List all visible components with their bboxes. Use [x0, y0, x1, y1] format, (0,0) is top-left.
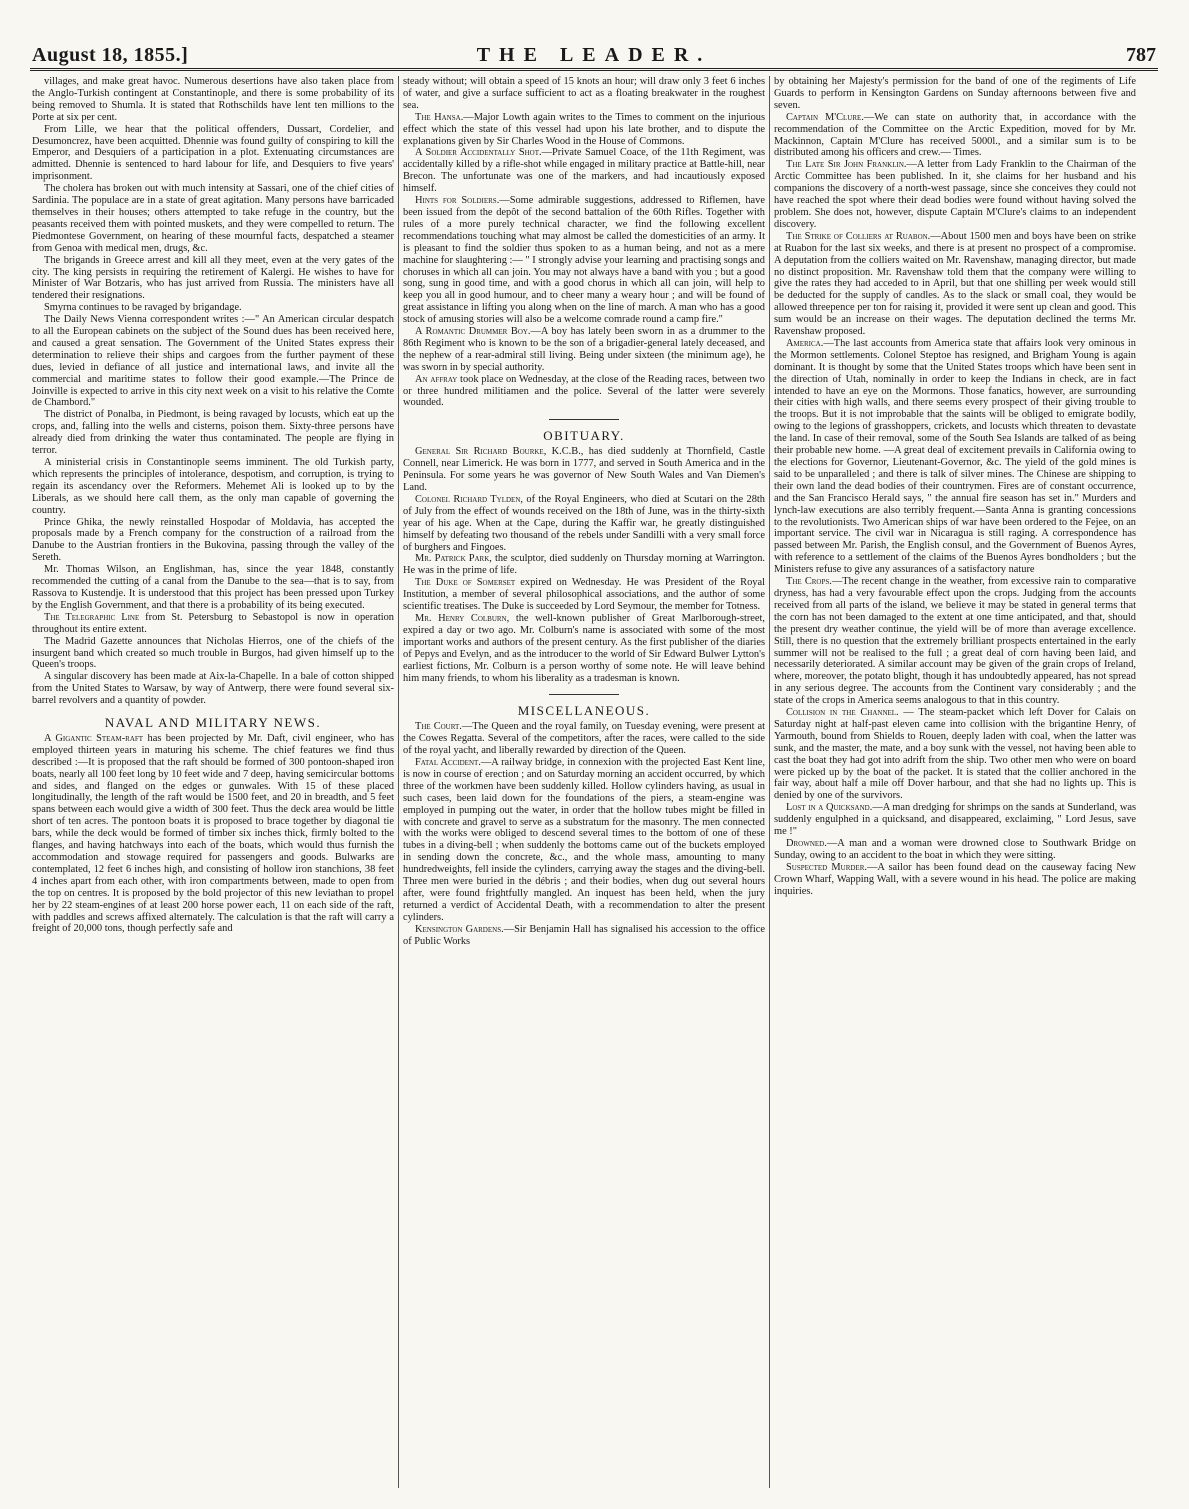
article-paragraph	[403, 112, 765, 148]
article-lead: Mr. Henry Colburn,	[415, 612, 510, 624]
article-lead: The Strike of Colliers at Ruabon.	[786, 230, 931, 242]
article-lead: America.	[786, 337, 824, 349]
article-paragraph	[32, 671, 394, 707]
article-lead: Lost in a Quicksand.	[786, 802, 873, 814]
article-text: Prince Ghika, the newly reinstalled Hospodar of Moldavia, has accepted the proposals made by a French company for the construction of a railroad from the Danube to the Austrian frontiers in the Bukovina, passing through the valley of the Sereth.	[32, 516, 394, 564]
article-paragraph	[403, 613, 765, 684]
column-divider	[398, 76, 399, 1488]
article-paragraph	[32, 314, 394, 409]
article-paragraph	[403, 553, 765, 577]
article-text: From Lille, we hear that the political offenders, Dussart, Cordelier, and Desumoncrez, have been acquitted. Dhennie was found guilty of conspiring to kill the Emperor, and Desquiers of a participation in a plot. Extenuating circumstances are admitted. Dhennie is sentenced to hard labour for life, and Desquiers to five years' imprisonment.	[32, 123, 394, 183]
article-lead: The Court.	[415, 721, 462, 733]
article-text: —A railway bridge, in connexion with the projected East Kent line, is now in course of erection ; and on Saturday morning an accident occurred, by which three of the workmen have been suddenly killed. Hollow cylinders having, as usual in such cases, been laid down for the foundations of the piers, a steam-engine was employed in pumping out the water, in order that the hollow tubes might be filled in with concrete and gravel to serve as a substratum for the masonry. The men connected with the works were obliged to descend several times to the bottom of one of these tubes in a diving-bell ; when suddenly the bottoms came out of the buckets employed in sending down the concrete, &c., and the whole mass, amounting to many hundredweights, fell inside the cylinders, carrying away the stages and the diving-bell. Three men were buried in the débris ; and their bodies, when dug out several hours after, were found frightfully mangled. An inquest has been held, when the jury returned a verdict of Accidental Death, with a recommendation to alter the present cylinders.	[403, 757, 765, 923]
article-lead: The Duke of Somerset	[415, 577, 516, 589]
article-text: A ministerial crisis in Constantinople seems imminent. The old Turkish party, which represents the principles of intolerance, despotism, and corruption, is trying to regain its ascendancy over the Reformers. Mehemet Ali is looked up to by the Liberals, as we should here call them, as the only man capable of governing the country.	[32, 457, 394, 516]
article-paragraph	[403, 147, 765, 195]
naval-military-news	[32, 733, 394, 935]
article-text: from St. Petersburg to Sebastopol is now in operation throughout its entire extent.	[32, 611, 394, 635]
article-paragraph	[774, 338, 1136, 576]
page-header	[30, 44, 1158, 68]
article-lead: The Hansa.	[415, 111, 464, 123]
issue-date: August 18, 1855.]	[32, 44, 189, 66]
article-text: The cholera has broken out with much intensity at Sassari, one of the chief cities of Sardinia. The populace are in a state of great agitation. Many persons have barricaded themselves in their houses; others attempted to take refuge in the country, but the peasants received them with pointed muskets, and they were compelled to return. The Piedmontese Government, on hearing of these mournful facts, despatched a steamer from Genoa with medical men, drugs, &c.	[32, 183, 394, 254]
article-paragraph	[774, 159, 1136, 230]
article-text: —A sailor has been found dead on the causeway facing New Crown Wharf, Wapping Wall, with a severe wound in his head. The police are making inquiries.	[774, 861, 1136, 897]
article-paragraph	[403, 577, 765, 613]
obituary-entries	[403, 446, 765, 684]
article-text: The Madrid Gazette announces that Nicholas Hierros, one of the chiefs of the insurgent band which created so much trouble in Burgos, had given himself up to the Queen's troops.	[32, 635, 394, 671]
article-paragraph	[32, 612, 394, 636]
column-2	[403, 76, 765, 1488]
article-text: took place on Wednesday, at the close of the Reading races, between two or three hundred militiamen and the police. Several of the latter were severely wounded.	[403, 373, 765, 409]
article-paragraph	[774, 576, 1136, 707]
article-paragraph	[403, 721, 765, 757]
article-paragraph	[403, 494, 765, 554]
article-paragraph	[403, 374, 765, 410]
article-text: the well-known publisher of Great Marlborough-street, expired a day or two ago. Mr. Colburn's name is associated with some of the most important works and authors of the present century. As the first publisher of the diaries of Pepys and Evelyn, and as the introducer to the world of Sir Edward Bulwer Lytton's earliest fictions, Mr. Colburn is a person worthy of some note. He will leave behind him many friends, to whom his liberality as a tradesman is known.	[403, 612, 765, 684]
article-lead: Colonel Richard Tylden,	[415, 493, 523, 505]
obituary-heading: OBITUARY.	[543, 428, 625, 444]
article-lead: A Soldier Accidentally Shot.	[415, 147, 542, 159]
article-paragraph	[774, 802, 1136, 838]
article-lead: General Sir Richard Bourke,	[415, 446, 547, 458]
page-number: 787	[1126, 44, 1156, 66]
article-lead: Captain M'Clure.	[786, 111, 864, 123]
article-paragraph	[32, 409, 394, 457]
article-paragraph	[774, 862, 1136, 898]
article-text: — The steam-packet which left Dover for Calais on Saturday night at half-past eleven came into collision with the brigantine Henry, of Yarmouth, bound from Shields to Rouen, deeply laden with coal, when the latter was sunk, and the master, the mate, and a boy sunk with the vessel, not having been able to cast the boat they had got into adrift from the ship. Two other men who were on board were picked up by the boat of the packet. It is stated that the collier anchored in the fair way, about half a mile off Dover harbour, and that she had no lights up. This is denied by one of the survivors.	[774, 707, 1136, 802]
article-lead: Drowned.	[786, 838, 827, 849]
miscellaneous-entries	[403, 721, 765, 947]
article-lead: The Late Sir John Franklin.	[786, 159, 907, 171]
article-text: expired on Wednesday. He was President of the Royal Institution, a member of several philosophical associations, and the author of some scientific treatises. The Duke is succeeded by Lord Seymour, the member for Totness.	[403, 577, 765, 613]
article-paragraph	[403, 924, 765, 948]
article-paragraph	[32, 457, 394, 517]
article-text: the sculptor, died suddenly on Thursday morning at Warrington. He was in the prime of life.	[403, 553, 765, 577]
section-separator	[549, 419, 619, 420]
article-text: —A letter from Lady Franklin to the Chairman of the Arctic Committee has been published. In it, she claims for her husband and his companions the discovery of a north-west passage, since she conceives they could not have reached the spot where their dead bodies were found without having solved the problem. She does not, however, dispute Captain M'Clure's claims to an independent discovery.	[774, 159, 1136, 230]
article-lead: The Telegraphic Line	[44, 611, 140, 623]
article-paragraph	[32, 76, 394, 124]
miscellaneous-heading: MISCELLANEOUS.	[517, 703, 651, 719]
article-lead: A Gigantic Steam-raft	[44, 732, 144, 744]
article-text: —About 1500 men and boys have been on strike at Ruabon for the last six weeks, and there is at present no prospect of a compromise. A deputation from the colliers waited on Mr. Ravenshaw, managing director, but made no distinct proposition. Mr. Ravenshaw told them that the company were willing to give the rates they had acceded to in April, but that one shilling per week would still be deducted for the supply of candles. As to the slack or small coal, they would be allowed threepence per ton for raising it, provided it were sent up clean and good. This sum would be an increase on their wages. The deputation declined the terms Mr. Ravenshaw proposed.	[774, 230, 1136, 338]
naval-military-heading: NAVAL AND MILITARY NEWS.	[104, 715, 322, 731]
section-separator	[549, 694, 619, 695]
article-text: The brigands in Greece arrest and kill all they meet, even at the very gates of the city. The king persists in requiring the retirement of Kalergi. He wishes to have for Minister of War Botzaris, who has just arrived from Russia. The ministers have all tendered their resignations.	[32, 254, 394, 302]
article-text: —Private Samuel Coace, of the 11th Regiment, was accidentally killed by a rifle-shot while engaged in military practice at Battle-hill, near Brecon. The unfortunate was one of the markers, and had incautiously exposed himself.	[403, 147, 765, 195]
article-text: has been projected by Mr. Daft, civil engineer, who has employed thirteen years in maturing his scheme. The chief features we find thus described :—It is proposed that the raft should be formed of 300 pontoon-shaped iron boats, nearly all 100 feet long by 10 feet wide and 7 deep, having semicircular bottoms and sides, and flanged on the edges or gunwales. With 15 of these placed longitudinally, the length of the raft would be 1500 feet, and 20 in breadth, and 5 feet spans between each would give a width of 300 feet. Thus the deck area would be little short of ten acres. The pontoon boats it is proposed to brace together by diagonal tie bars, while the deck would be formed of timber six inches thick, firmly bolted to the flanges, and having hatchways into each of the boats, which would thus furnish the accommodation and stowage required for passengers and goods. Bulwarks are contemplated, 12 feet 6 inches high, and consisting of hollow iron stanchions, 38 feet 4 inches apart from each other, with iron compartments between, made to open from the top on centres. It is proposed by the bold projector of this new leviathan to propel her by 22 steam-engines of at least 200 horse power each, 11 on each side of the raft, with paddles and screws affixed alternately. The calculation is that the raft will carry a freight of 20,000 tons, though perfectly safe and	[32, 732, 394, 935]
article-text: —Sir Benjamin Hall has signalised his accession to the office of Public Works	[403, 923, 765, 947]
article-paragraph	[32, 255, 394, 303]
article-lead: Fatal Accident.	[415, 757, 481, 769]
article-lead: Kensington Gardens.	[415, 923, 504, 935]
article-text: —Some admirable suggestions, addressed to Riflemen, have been issued from the depôt of the second battalion of the 60th Rifles. Together with rules of a more purely technical character, we find the following excellent recommendations touching what may almost be called the domesticities of an army. It is pleasant to find the soldier thus spoken to as a human being, and not as a mere machine for slaughtering :— " I strongly advise your learning and practising songs and choruses in which all can join. You may not always have a band with you ; but a good song, sung in good time, and with a good chorus in which all can join, will help to keep you all in good humour, and to cheer many a weary hour ; and will be found of great assistance in lifting you along when on the line of march. A man who has a good stock of amusing stories will also be a welcome comrade round a camp fire."	[403, 195, 765, 326]
article-text: steady without; will obtain a speed of 15 knots an hour; will draw only 3 feet 6 inches of water, and give a surface sufficient to act as a floating breakwater in the roughest sea.	[403, 76, 765, 111]
article-paragraph	[774, 112, 1136, 160]
general-news	[403, 76, 765, 409]
column-divider	[769, 76, 770, 1488]
article-text: villages, and make great havoc. Numerous desertions have also taken place from the Anglo-Turkish contingent at Constantinople, and there is some probability of its being removed to Shumla. It is stated that Rothschilds have lent ten millions to the Porte at six per cent.	[32, 76, 394, 123]
article-text: —A boy has lately been sworn in as a drummer to the 86th Regiment who is known to be the son of a brigadier-general lately deceased, and the nephew of a rear-admiral still living. Being under sixteen (the minimum age), he was sworn in by special authority.	[403, 326, 765, 373]
article-paragraph	[403, 446, 765, 494]
article-text: —A man and a woman were drowned close to Southwark Bridge on Sunday, owing to an accident to the boat in which they were sitting.	[774, 838, 1136, 861]
article-lead: Collision in the Channel.	[786, 707, 899, 719]
article-lead: An affray	[415, 373, 458, 385]
article-text: —The Queen and the royal family, on Tuesday evening, were present at the Cowes Regatta. Several of the competitors, after the races, were called to the side of the royal yacht, and liberally rewarded by direction of the Queen.	[403, 721, 765, 757]
newspaper-title: THE LEADER.	[476, 44, 712, 66]
article-paragraph	[32, 302, 394, 314]
miscellaneous-continued	[774, 76, 1136, 898]
article-paragraph	[774, 76, 1136, 112]
article-paragraph	[403, 76, 765, 112]
article-text: The Daily News Vienna correspondent writes :—" An American circular despatch to all the European cabinets on the subject of the Sound dues has been received here, and caused a great sensation. The Government of the United States express their determination to relieve their ships and cargoes from the further payment of these dues, levied in defiance of all justice and international laws, and invite all the commercial and maritime states to follow their good example.—The Prince de Joinville is expected to arrive in this city next week on a visit to his relative the Comte de Chambord."	[32, 314, 394, 409]
article-text: —A man dredging for shrimps on the sands at Sunderland, was suddenly engulphed in a quicksand, and disappeared, exclaiming, " Lord Jesus, save me !"	[774, 802, 1136, 838]
article-paragraph	[32, 183, 394, 254]
article-text: —We can state on authority that, in accordance with the recommendation of the Committee on the Arctic Expedition, moved for by Mr. Mackinnon, Captain M'Clure has received 5000l., and a similar sum is to be distributed among his officers and crew.— Times.	[774, 111, 1136, 159]
article-paragraph	[32, 636, 394, 672]
article-paragraph	[403, 326, 765, 374]
article-text: by obtaining her Majesty's permission for the band of one of the regiments of Life Guards to perform in Kensington Gardens on Sunday afternoons between five and seven.	[774, 76, 1136, 111]
article-text: —The last accounts from America state that affairs look very ominous in the Mormon settlements. Colonel Steptoe has resigned, and Brigham Young is again dominant. It is thought by some that the United States troops which have been sent in the direction of Utah, nominally in order to keep the Indians in check, are in fact intended to have an eye on the Mormons. Those fanatics, however, are surrounding their cities with high walls, and there seems every prospect of their giving trouble to the troops. But it is not improbable that the saints will be obliged to emigrate bodily, owing to the legions of grasshoppers, crickets, and locusts which threaten to devastate the land. In case of their removal, some of the South Sea Islands are talked of as being their probable new home. —A great deal of excitement prevails in California owing to the elections for Governor, Lieutenant-Governor, &c. The yield of the gold mines is said to be unparalleled ; and there is talk of silver mines. The Chinese are shipping to their own land the dead bodies of their countrymen. Fires are of constant occurrence, and the San Francisco Herald says, " the annual fire season has set in." Murders and lynch-law executions are also terribly frequent.—Santa Anna is granting concessions to the revolutionists. Two American ships of war have been ordered to the Fejee, on an important service. The civil war in Nicaragua is still raging. A correspondence has passed between Mr. Parish, the English consul, and the Government of Buenos Ayres, with reference to a settlement of the claims of the Buenos Ayres bondholders ; but the Ministers refuse to give any assurances of a satisfactory nature	[774, 337, 1136, 576]
article-lead: Suspected Murder.	[786, 861, 867, 873]
article-lead: A Romantic Drummer Boy.	[415, 326, 531, 338]
article-text: —The recent change in the weather, from excessive rain to comparative dryness, has had a very favourable effect upon the crops. Judging from the accounts received from all parts of the island, we believe it may be stated in general terms that the corn has not been damaged to the extent at one time anticipated, and that, should the present dry weather continue, the yield will be of more than average excellence. Still, there is no question that the extremely brilliant prospects entertained in the early summer will not be realised to the full ; a great deal of corn having been laid, and necessarily deteriorated. A similar account may be given of the grain crops of Ireland, where, moreover, the potato blight, though it has undoubtedly appeared, has not spread in any serious degree. The accounts from the Continent vary considerably ; and the state of the crops in America seems analogous to that in this country.	[774, 576, 1136, 707]
article-text: A singular discovery has been made at Aix-la-Chapelle. In a bale of cotton shipped from the United States to Warsaw, by way of Antwerp, there were found several six-barrel revolvers and a quantity of powder.	[32, 671, 394, 707]
article-lead: The Crops.	[786, 576, 832, 588]
article-paragraph	[774, 707, 1136, 802]
article-text: Smyrna continues to be ravaged by brigandage.	[44, 302, 242, 314]
foreign-news	[32, 76, 394, 707]
column-3	[774, 76, 1136, 1488]
article-text: —Major Lowth again writes to the Times to comment on the injurious effect which the state of this vessel had upon his late brother, and to dispute the explanations given by Sir Charles Wood in the House of Commons.	[403, 111, 765, 147]
article-paragraph	[403, 195, 765, 326]
article-lead: Hints for Soldiers.	[415, 195, 500, 207]
article-paragraph	[774, 838, 1136, 862]
article-paragraph	[32, 564, 394, 612]
article-paragraph	[774, 231, 1136, 338]
article-paragraph	[32, 517, 394, 565]
column-1	[32, 76, 394, 1488]
article-text: Mr. Thomas Wilson, an Englishman, has, since the year 1848, constantly recommended the cutting of a canal from the Danube to the sea—that is to say, from Rassova to Kustendje. It is understood that this project has been pressed upon Turkey by the English Government, and that there is a probability of its being executed.	[32, 564, 394, 611]
article-text: of the Royal Engineers, who died at Scutari on the 28th of July from the effect of wounds received on the 18th of June, was in the thirty-sixth year of his age. When at the Cape, during the Kaffir war, he greatly distinguished himself by defeating two thousand of the rebels under Sandilli with a very small force of burghers and Fingoes.	[403, 493, 765, 553]
article-paragraph	[32, 733, 394, 935]
header-rule	[30, 68, 1158, 71]
article-paragraph	[403, 757, 765, 924]
article-paragraph	[32, 124, 394, 184]
article-text: The district of Ponalba, in Piedmont, is being ravaged by locusts, which eat up the crops, and, falling into the wells and cisterns, poison them. Sixty-three persons have already died from drinking the water thus contaminated. The people are flying in terror.	[32, 409, 394, 457]
article-lead: Mr. Patrick Park,	[415, 553, 492, 565]
article-text: K.C.B., has died suddenly at Thornfield, Castle Connell, near Limerick. He was born in 1777, and served in South America and in the Peninsula. For some years he was governor of New South Wales and Van Diemen's Land.	[403, 446, 765, 493]
